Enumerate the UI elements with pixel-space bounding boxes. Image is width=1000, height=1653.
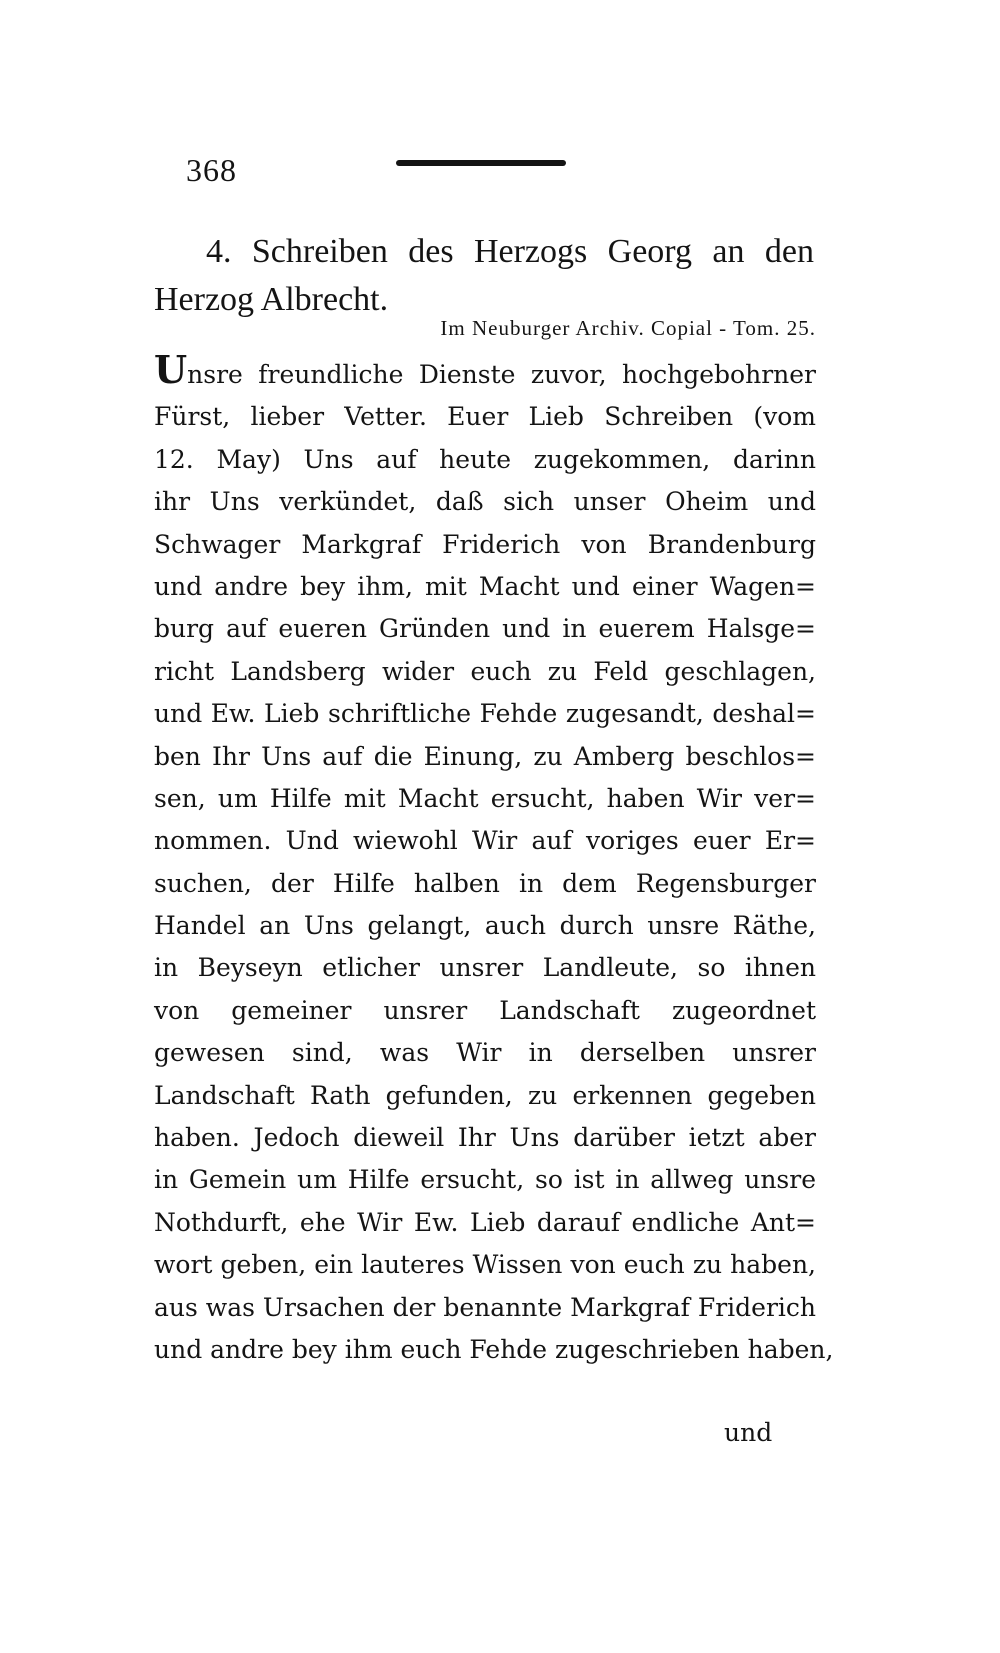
- header-rule: [396, 160, 566, 166]
- text-line: 12. May) Uns auf heute zugekommen, darinn: [154, 444, 816, 474]
- text-line: [154, 347, 816, 396]
- letter-body: [154, 347, 834, 1371]
- document-title: [154, 228, 814, 324]
- text-line: ihr Uns verkündet, daß sich unser Oheim und: [154, 487, 816, 517]
- text-line-content: nsre freundliche Dienste zuvor, hochgebohrner: [187, 360, 816, 389]
- text-line: in Beyseyn etlicher unsrer Landleute, so ihnen: [154, 953, 816, 983]
- source-citation: Im Neuburger Archiv. Copial - Tom. 25.: [440, 316, 816, 340]
- title-line-2: Herzog Albrecht.: [154, 281, 389, 318]
- text-line: und andre bey ihm, mit Macht und einer Wagen=: [154, 571, 816, 601]
- text-line: richt Landsberg wider euch zu Feld geschlagen,: [154, 656, 816, 686]
- page-number: 368: [186, 152, 237, 188]
- catchword: und: [724, 1418, 773, 1447]
- text-line: burg auf eueren Gründen und in euerem Halsge=: [154, 614, 816, 644]
- text-line: wort geben, ein lauteres Wissen von euch zu haben,: [154, 1250, 816, 1280]
- text-line: Schwager Markgraf Friderich von Brandenburg: [154, 529, 816, 559]
- text-line: suchen, der Hilfe halben in dem Regensburger: [154, 868, 816, 898]
- text-line: und andre bey ihm euch Fehde zugeschrieben haben,: [154, 1334, 834, 1364]
- drop-cap: U: [154, 347, 188, 392]
- text-line: Landschaft Rath gefunden, zu erkennen gegeben: [154, 1080, 816, 1110]
- text-line: Nothdurft, ehe Wir Ew. Lieb darauf endliche Ant=: [154, 1207, 816, 1237]
- text-line: ben Ihr Uns auf die Einung, zu Amberg beschlos=: [154, 741, 816, 771]
- text-line: von gemeiner unsrer Landschaft zugeordnet: [154, 995, 816, 1025]
- text-line: sen, um Hilfe mit Macht ersucht, haben Wir ver=: [154, 783, 816, 813]
- text-line: aus was Ursachen der benannte Markgraf Friderich: [154, 1292, 816, 1322]
- text-line: und Ew. Lieb schriftliche Fehde zugesandt, deshal=: [154, 699, 816, 729]
- text-line: in Gemein um Hilfe ersucht, so ist in allweg unsre: [154, 1165, 816, 1195]
- text-line: haben. Jedoch dieweil Ihr Uns darüber ietzt aber: [154, 1123, 816, 1153]
- title-line-1: 4. Schreiben des Herzogs Georg an den: [206, 233, 814, 270]
- text-line: Handel an Uns gelangt, auch durch unsre Räthe,: [154, 911, 816, 941]
- text-line: gewesen sind, was Wir in derselben unsrer: [154, 1038, 816, 1068]
- text-line: nommen. Und wiewohl Wir auf voriges euer Er=: [154, 826, 816, 856]
- text-line: Fürst, lieber Vetter. Euer Lieb Schreiben (vom: [154, 402, 816, 432]
